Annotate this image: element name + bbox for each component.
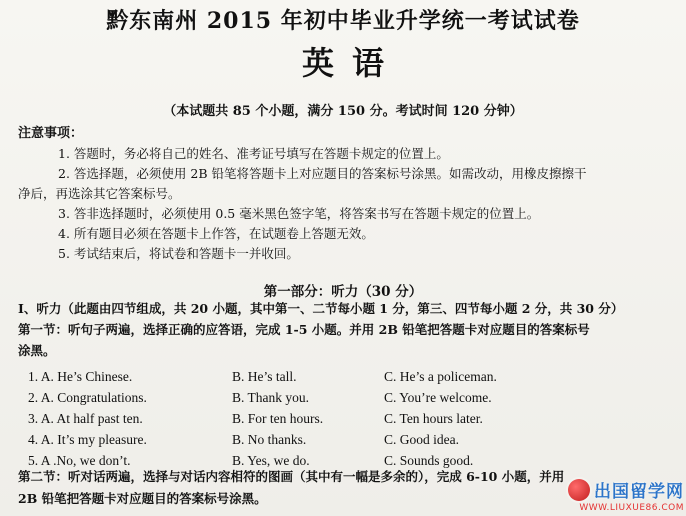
section2-instructions-continued: 2B 铅笔把答题卡对应题目的答案标号涂黑。 — [18, 491, 267, 506]
instructions-heading: 注意事项： — [18, 126, 84, 141]
option-c: C. He’s a policeman. — [384, 369, 497, 384]
option-a: 1. A. He’s Chinese. — [28, 369, 133, 384]
instructions-block — [18, 124, 678, 264]
instruction-item: 3. 答非选择题时，必须使用 0.5 毫米黑色签字笔，将答案书写在答题卡规定的位置上。 — [58, 206, 540, 221]
option-c: C. You’re welcome. — [384, 390, 492, 405]
option-a: 2. A. Congratulations. — [28, 390, 147, 405]
instruction-item: 4. 所有题目必须在答题卡上作答，在试题卷上答题无效。 — [58, 226, 374, 241]
exam-subject: 英语 — [301, 44, 402, 82]
site-watermark — [554, 476, 684, 514]
instruction-item: 2. 答选择题，必须使用 2B 铅笔将答题卡上对应题目的答案标号涂黑。如需改动，用橡皮擦擦干 — [58, 166, 587, 181]
exam-note: （本试题共 85 个小题，满分 150 分。考试时间 120 分钟） — [163, 104, 523, 119]
instruction-item: 5. 考试结束后，将试卷和答题卡一并收回。 — [58, 246, 299, 261]
section2-instructions: 第二节：听对话两遍，选择与对话内容相符的图画（其中有一幅是多余的），完成 6-10 小题，并用 — [18, 469, 565, 484]
option-b: B. Thank you. — [232, 390, 309, 405]
option-c: C. Sounds good. — [384, 453, 474, 468]
globe-logo-icon — [568, 479, 590, 501]
instruction-item: 1. 答题时，务必将自己的姓名、准考证号填写在答题卡规定的位置上。 — [58, 146, 449, 161]
section1-instructions-continued: 涂黑。 — [18, 343, 56, 358]
exam-title: 黔东南州 2015 年初中毕业升学统一考试试卷 — [106, 8, 580, 34]
option-c: C. Good idea. — [384, 432, 459, 447]
instruction-item-continued: 净后，再选涂其它答案标号。 — [18, 186, 181, 201]
watermark-url: WWW.LIUXUE86.COM — [579, 503, 684, 513]
option-b: B. Yes, we do. — [232, 453, 310, 468]
option-b: B. No thanks. — [232, 432, 307, 447]
watermark-text: 出国留学网 — [594, 482, 684, 502]
part-title: 第一部分：听力（30 分） — [263, 284, 423, 300]
option-a: 5. A .No, we don’t. — [28, 453, 131, 468]
option-b: B. For ten hours. — [232, 411, 324, 426]
option-a: 4. A. It’s my pleasure. — [28, 432, 147, 447]
section1-instructions: 第一节：听句子两遍，选择正确的应答语，完成 1-5 小题。并用 2B 铅笔把答题卡对应题目的答案标号 — [18, 322, 590, 337]
option-b: B. He’s tall. — [232, 369, 297, 384]
option-a: 3. A. At half past ten. — [28, 411, 143, 426]
listening-section-heading: I、听力（此题由四节组成，共 20 小题，其中第一、二节每小题 1 分，第三、四节每小题 2 分，共 30 分） — [18, 301, 624, 316]
option-c: C. Ten hours later. — [384, 411, 483, 426]
